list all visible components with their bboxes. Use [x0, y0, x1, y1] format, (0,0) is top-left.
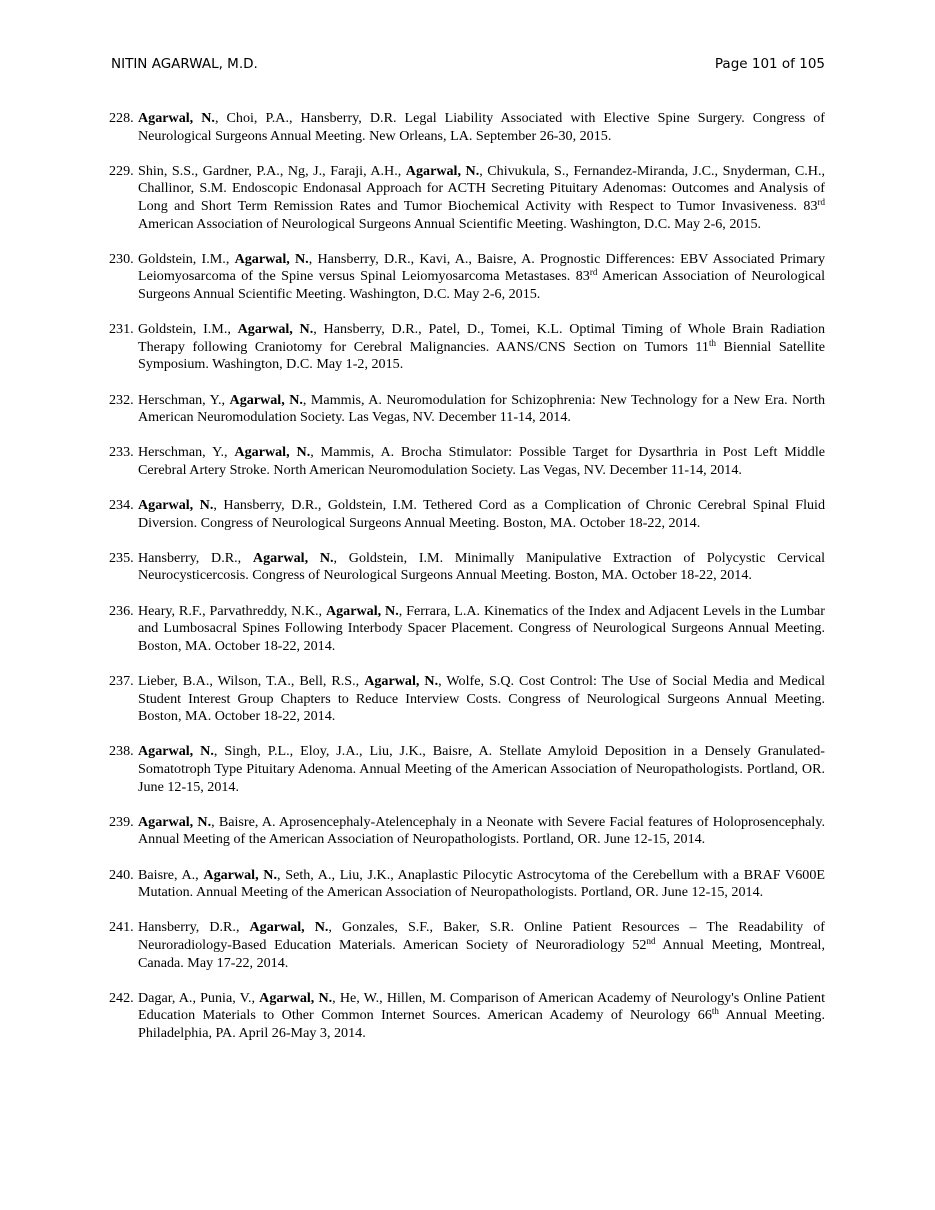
- citation-details-tail: American Association of Neurological Surgeons Annual Scientific Meeting. Washington, D.C. May 2-6, 2015.: [138, 215, 762, 232]
- citation-details: , Baisre, A. Aprosencephaly-Atelencephaly in a Neonate with Severe Facial features of Holoprosencephaly. Annual Meeting of the American Association of Neuropathologists. Portland, OR. June 12-15, 2014.: [138, 813, 825, 848]
- reference-text: [138, 550, 825, 585]
- reference-item: [109, 251, 825, 304]
- citation-details: , Goldstein, I.M. Minimally Manipulative Extraction of Polycystic Cervical Neurocysticercosis. Congress of Neurological Surgeons Annual Meeting. Boston, MA. October 18-22, 2014.: [138, 549, 825, 584]
- citation-authors-before: Goldstein, I.M.,: [138, 250, 235, 267]
- citation-highlight-author: Agarwal, N.: [259, 989, 333, 1006]
- reference-number: 241.: [109, 919, 134, 936]
- citation-details: , He, W., Hillen, M. Comparison of American Academy of Neurology's Online Patient Education Materials to Other Common Internet Sources. American Academy of Neurology 66: [138, 989, 825, 1024]
- reference-item: [109, 743, 825, 796]
- reference-text: [138, 743, 825, 796]
- reference-list: [109, 110, 825, 1060]
- reference-text: [138, 673, 825, 726]
- reference-item: [109, 110, 825, 145]
- citation-authors-before: Herschman, Y.,: [138, 444, 235, 461]
- ordinal-suffix: th: [708, 337, 716, 348]
- reference-item: [109, 321, 825, 374]
- reference-number: 240.: [109, 866, 134, 883]
- ordinal-suffix: rd: [589, 267, 598, 278]
- reference-item: [109, 814, 825, 849]
- reference-text: [138, 867, 825, 902]
- citation-highlight-author: Agarwal, N.: [249, 919, 329, 936]
- citation-authors-before: Lieber, B.A., Wilson, T.A., Bell, R.S.,: [138, 673, 365, 689]
- reference-item: [109, 444, 825, 479]
- citation-highlight-author: Agarwal, N.: [234, 250, 309, 267]
- ordinal-suffix: nd: [646, 935, 656, 946]
- reference-item: [109, 919, 825, 972]
- citation-details: , Hansberry, D.R., Kavi, A., Baisre, A. Prognostic Differences: EBV Associated Primary Leiomyosarcoma of the Spine versus Spinal Leiomyosarcoma Metastases. 83: [138, 250, 826, 285]
- citation-highlight-author: Agarwal, N.: [405, 162, 480, 179]
- reference-number: 234.: [109, 497, 134, 514]
- citation-details: , Mammis, A. Brocha Stimulator: Possible Target for Dysarthria in Post Left Middle Cerebral Artery Stroke. North American Neuromodulation Society. Las Vegas, NV. December 11-14, 2014.: [138, 444, 826, 478]
- ordinal-suffix: th: [711, 1006, 719, 1017]
- reference-text: [138, 251, 825, 304]
- citation-details: , Seth, A., Liu, J.K., Anaplastic Pilocytic Astrocytoma of the Cerebellum with a BRAF V600E Mutation. Annual Meeting of the American Association of Neuropathologists. Portland, OR. June 12-15, 2014.: [138, 866, 825, 901]
- reference-item: [109, 497, 825, 532]
- citation-authors-before: Dagar, A., Punia, V.,: [138, 989, 260, 1006]
- citation-authors-before: Heary, R.F., Parvathreddy, N.K.,: [138, 602, 326, 619]
- reference-item: [109, 603, 825, 656]
- citation-details: , Singh, P.L., Eloy, J.A., Liu, J.K., Baisre, A. Stellate Amyloid Deposition in a Densely Granulated-Somatotroph Type Pituitary Adenoma. Annual Meeting of the American Association of Neuropathologists. Portland, OR. June 12-15, 2014.: [138, 743, 825, 795]
- citation-details: , Ferrara, L.A. Kinematics of the Index and Adjacent Levels in the Lumbar and Lumbosacral Spines Following Interbody Spacer Placement. Congress of Neurological Surgeons Annual Meeting. Boston, MA. October 18-22, 2014.: [138, 602, 825, 654]
- reference-text: [138, 814, 825, 849]
- reference-number: 233.: [109, 444, 134, 461]
- reference-text: [138, 603, 825, 656]
- citation-highlight-author: Agarwal, N.: [138, 110, 215, 126]
- reference-number: 228.: [109, 110, 134, 126]
- reference-item: [109, 550, 825, 585]
- reference-number: 237.: [109, 673, 134, 689]
- citation-highlight-author: Agarwal, N.: [364, 673, 439, 689]
- reference-text: [138, 110, 825, 145]
- reference-text: [138, 321, 825, 374]
- page-number: Page 101 of 105: [714, 56, 825, 72]
- citation-details-tail: American Association of Neurological Surgeons Annual Scientific Meeting. Washington, D.C. May 2-6, 2015.: [138, 268, 825, 302]
- citation-details: , Choi, P.A., Hansberry, D.R. Legal Liability Associated with Elective Spine Surgery. Congress of Neurological Surgeons Annual Meeting. New Orleans, LA. September 26-30, 2015.: [138, 110, 825, 144]
- citation-details-tail: Biennial Satellite Symposium. Washington, D.C. May 1-2, 2015.: [138, 338, 826, 373]
- page-header: [111, 56, 825, 72]
- reference-item: [109, 163, 825, 233]
- citation-highlight-author: Agarwal, N.: [325, 602, 399, 619]
- citation-details: , Mammis, A. Neuromodulation for Schizophrenia: New Technology for a New Era. North American Neuromodulation Society. Las Vegas, NV. December 11-14, 2014.: [138, 391, 825, 426]
- citation-authors-before: Hansberry, D.R.,: [138, 549, 253, 566]
- citation-authors-before: Goldstein, I.M.,: [138, 321, 238, 338]
- reference-number: 239.: [109, 813, 134, 830]
- author-name: NITIN AGARWAL, M.D.: [111, 56, 258, 72]
- reference-item: [109, 867, 825, 902]
- reference-number: 232.: [109, 391, 134, 408]
- reference-text: [138, 497, 825, 532]
- citation-highlight-author: Agarwal, N.: [203, 866, 278, 883]
- reference-item: [109, 673, 825, 726]
- citation-details: , Hansberry, D.R., Patel, D., Tomei, K.L. Optimal Timing of Whole Brain Radiation Therapy following Craniotomy for Cerebral Malignancies. AANS/CNS Section on Tumors 11: [138, 321, 826, 355]
- reference-text: [138, 163, 825, 233]
- reference-number: 235.: [109, 549, 134, 566]
- reference-text: [138, 392, 825, 427]
- reference-text: [138, 444, 825, 479]
- citation-highlight-author: Agarwal, N.: [234, 444, 311, 461]
- citation-highlight-author: Agarwal, N.: [138, 743, 214, 760]
- reference-item: [109, 990, 825, 1043]
- citation-highlight-author: Agarwal, N.: [138, 813, 212, 830]
- ordinal-suffix: rd: [817, 196, 825, 207]
- reference-number: 236.: [109, 602, 134, 619]
- citation-details: , Hansberry, D.R., Goldstein, I.M. Tethered Cord as a Complication of Chronic Cerebral Spinal Fluid Diversion. Congress of Neurological Surgeons Annual Meeting. Boston, MA. October 18-22, 2014.: [138, 497, 825, 531]
- citation-authors-before: Baisre, A.,: [138, 866, 204, 883]
- reference-number: 238.: [109, 743, 134, 760]
- reference-number: 242.: [109, 989, 134, 1006]
- citation-authors-before: Herschman, Y.,: [138, 391, 230, 408]
- reference-number: 229.: [109, 162, 134, 179]
- citation-highlight-author: Agarwal, N.: [138, 497, 214, 514]
- citation-details: , Chivukula, S., Fernandez-Miranda, J.C., Snyderman, C.H., Challinor, S.M. Endoscopic Endonasal Approach for ACTH Secreting Pituitary Adenomas: Outcomes and Analysis of Long and Short Term Remission Rates and Tumor Biochemical Activity with Respect to Tumor Invasiveness. 83: [138, 162, 825, 214]
- citation-details: , Wolfe, S.Q. Cost Control: The Use of Social Media and Medical Student Interest Group Chapters to Reduce Interview Costs. Congress of Neurological Surgeons Annual Meeting. Boston, MA. October 18-22, 2014.: [138, 673, 825, 725]
- reference-text: [138, 919, 825, 972]
- citation-authors-before: Hansberry, D.R.,: [138, 919, 250, 936]
- citation-highlight-author: Agarwal, N.: [229, 391, 303, 408]
- citation-highlight-author: Agarwal, N.: [237, 321, 314, 338]
- citation-details-tail: Annual Meeting. Philadelphia, PA. April 26-May 3, 2014.: [138, 1007, 826, 1041]
- citation-authors-before: Shin, S.S., Gardner, P.A., Ng, J., Faraji, A.H.,: [138, 162, 406, 179]
- citation-details-tail: Annual Meeting, Montreal, Canada. May 17-22, 2014.: [138, 936, 825, 971]
- citation-details: , Gonzales, S.F., Baker, S.R. Online Patient Resources – The Readability of Neuroradiology-Based Education Materials. American Society of Neuroradiology 52: [138, 919, 825, 953]
- reference-text: [138, 990, 825, 1043]
- reference-item: [109, 392, 825, 427]
- reference-number: 231.: [109, 321, 134, 338]
- reference-number: 230.: [109, 250, 134, 267]
- citation-highlight-author: Agarwal, N.: [252, 549, 334, 566]
